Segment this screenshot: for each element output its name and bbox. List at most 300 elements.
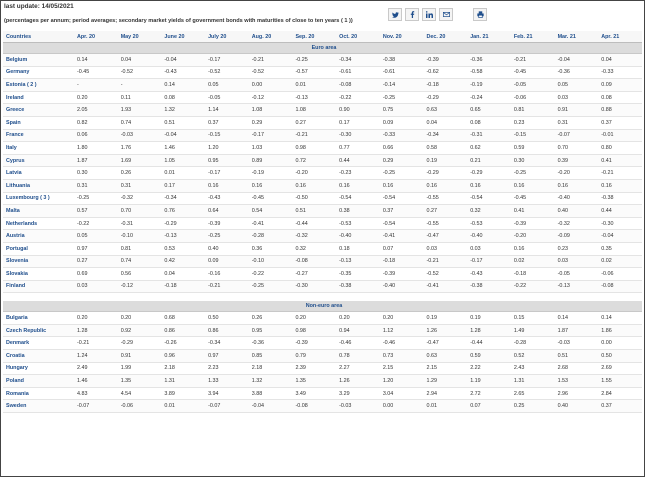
yield-value: -0.05 — [555, 268, 599, 281]
yield-value: -0.17 — [249, 129, 293, 142]
yield-value: 0.05 — [205, 79, 249, 92]
yield-value: 0.80 — [598, 142, 642, 155]
yield-value: 0.51 — [161, 116, 205, 129]
yield-value: -0.53 — [467, 217, 511, 230]
country-name: Portugal — [3, 242, 74, 255]
yield-value: 1.20 — [380, 375, 424, 388]
yield-value: 0.27 — [292, 116, 336, 129]
yield-value: 0.77 — [336, 142, 380, 155]
yield-value: 0.00 — [380, 400, 424, 413]
yield-value: 0.16 — [598, 179, 642, 192]
table-row — [3, 217, 642, 230]
yield-value: -0.04 — [598, 230, 642, 243]
twitter-share-button[interactable] — [388, 8, 402, 21]
yield-value: 0.03 — [74, 280, 118, 293]
facebook-icon — [410, 11, 415, 18]
yield-value: 1.46 — [74, 375, 118, 388]
yield-value: -0.39 — [380, 268, 424, 281]
yield-value: 0.35 — [598, 242, 642, 255]
column-header-period: Apr. 20 — [74, 31, 118, 43]
yield-value: -0.26 — [161, 337, 205, 350]
yield-value: 0.14 — [555, 312, 599, 325]
country-name: Sweden — [3, 400, 74, 413]
yield-value: -0.38 — [336, 280, 380, 293]
yield-value: -0.15 — [511, 129, 555, 142]
yield-value: -0.20 — [511, 230, 555, 243]
yield-value: 0.51 — [555, 350, 599, 363]
yield-value: 0.86 — [161, 324, 205, 337]
yield-value: -0.24 — [467, 91, 511, 104]
linkedin-icon — [426, 11, 433, 18]
yield-value: -0.54 — [380, 217, 424, 230]
yield-value: 0.75 — [380, 104, 424, 117]
yield-value: 0.01 — [161, 400, 205, 413]
yield-value: 0.31 — [74, 179, 118, 192]
yield-value: -0.17 — [205, 167, 249, 180]
yield-value: -0.61 — [380, 66, 424, 79]
country-name: Finland — [3, 280, 74, 293]
bond-yields-table — [3, 31, 642, 413]
yield-value: 0.20 — [118, 312, 162, 325]
group-spacer — [3, 293, 642, 302]
country-name: Bulgaria — [3, 312, 74, 325]
yield-value: 0.09 — [205, 255, 249, 268]
yield-value: 0.02 — [511, 255, 555, 268]
yield-value: -0.25 — [74, 192, 118, 205]
yield-value: 0.16 — [249, 179, 293, 192]
yield-value: 2.96 — [555, 387, 599, 400]
yield-value: -0.41 — [249, 217, 293, 230]
yield-value: 0.31 — [555, 116, 599, 129]
yield-value: 0.27 — [424, 205, 468, 218]
yield-value: -0.39 — [424, 54, 468, 67]
yield-value: 0.32 — [467, 205, 511, 218]
yield-value: -0.29 — [424, 91, 468, 104]
yield-value: -0.54 — [336, 192, 380, 205]
yield-value: -0.30 — [336, 129, 380, 142]
column-header-period: June 20 — [161, 31, 205, 43]
yield-value: 0.20 — [336, 312, 380, 325]
yield-value: -0.52 — [205, 66, 249, 79]
country-name: Poland — [3, 375, 74, 388]
yield-value: -0.06 — [598, 268, 642, 281]
yield-value: -0.32 — [292, 230, 336, 243]
table-row — [3, 104, 642, 117]
yield-value: -0.47 — [424, 230, 468, 243]
yield-value: 0.63 — [424, 104, 468, 117]
yield-value: 1.87 — [74, 154, 118, 167]
last-update-label: last update: 14/05/2021 — [4, 3, 74, 10]
yield-value: 0.21 — [467, 154, 511, 167]
yield-value: -0.31 — [118, 217, 162, 230]
yield-value: -0.54 — [467, 192, 511, 205]
yield-value: 0.95 — [205, 154, 249, 167]
yield-value: 0.19 — [424, 154, 468, 167]
yield-value: 2.18 — [161, 362, 205, 375]
yield-value: -0.33 — [380, 129, 424, 142]
yield-value: 1.69 — [118, 154, 162, 167]
yield-value: -0.07 — [555, 129, 599, 142]
country-name: Ireland — [3, 91, 74, 104]
table-row — [3, 167, 642, 180]
yield-value: 0.30 — [74, 167, 118, 180]
yield-value: 0.04 — [161, 268, 205, 281]
yield-value: -0.36 — [249, 337, 293, 350]
yield-value: 0.17 — [161, 179, 205, 192]
country-name: Luxembourg ( 3 ) — [3, 192, 74, 205]
yield-value: 0.78 — [336, 350, 380, 363]
yield-value: -0.46 — [380, 337, 424, 350]
yield-value: - — [118, 79, 162, 92]
print-button[interactable] — [473, 8, 487, 21]
table-row — [3, 54, 642, 67]
yield-value: 0.66 — [380, 142, 424, 155]
table-row — [3, 179, 642, 192]
yield-value: 0.81 — [511, 104, 555, 117]
group-title: Euro area — [3, 43, 642, 54]
table-row — [3, 142, 642, 155]
yield-value: 2.84 — [598, 387, 642, 400]
yield-value: -0.41 — [424, 280, 468, 293]
table-row — [3, 324, 642, 337]
yield-value: -0.43 — [205, 192, 249, 205]
column-header-period: Mar. 21 — [555, 31, 599, 43]
yield-value: 0.54 — [249, 205, 293, 218]
yield-value: -0.18 — [424, 79, 468, 92]
yield-value: -0.36 — [555, 66, 599, 79]
yield-value: 0.03 — [424, 242, 468, 255]
column-header-period: Feb. 21 — [511, 31, 555, 43]
yield-value: 2.05 — [74, 104, 118, 117]
yield-value: -0.34 — [424, 129, 468, 142]
yield-value: 0.00 — [249, 79, 293, 92]
yield-value: 2.69 — [598, 362, 642, 375]
table-row — [3, 387, 642, 400]
yield-value: 0.96 — [161, 350, 205, 363]
yield-value: 0.40 — [555, 400, 599, 413]
yield-value: -0.52 — [424, 268, 468, 281]
yield-value: -0.30 — [292, 280, 336, 293]
yield-value: -0.03 — [118, 129, 162, 142]
table-row — [3, 337, 642, 350]
country-name: France — [3, 129, 74, 142]
yield-value: 0.39 — [555, 154, 599, 167]
country-name: Austria — [3, 230, 74, 243]
yield-value: -0.34 — [336, 54, 380, 67]
table-row — [3, 205, 642, 218]
yield-value: 0.51 — [292, 205, 336, 218]
country-name: Netherlands — [3, 217, 74, 230]
yield-value: 0.25 — [511, 400, 555, 413]
yield-value: -0.21 — [424, 255, 468, 268]
yield-value: 2.27 — [336, 362, 380, 375]
yield-value: 0.98 — [292, 142, 336, 155]
yield-value: 0.01 — [424, 400, 468, 413]
yield-value: -0.22 — [511, 280, 555, 293]
linkedin-share-button[interactable] — [422, 8, 436, 21]
spacer-cell — [3, 293, 642, 302]
yield-value: 0.38 — [336, 205, 380, 218]
table-row — [3, 242, 642, 255]
yield-value: 2.94 — [424, 387, 468, 400]
yield-value: 0.20 — [74, 312, 118, 325]
yield-value: -0.39 — [511, 217, 555, 230]
yield-value: -0.08 — [292, 400, 336, 413]
yield-value: 3.29 — [336, 387, 380, 400]
yield-value: 0.63 — [424, 350, 468, 363]
yield-value: 1.12 — [380, 324, 424, 337]
yield-value: -0.43 — [161, 66, 205, 79]
yield-value: 0.03 — [555, 255, 599, 268]
yield-value: 3.94 — [205, 387, 249, 400]
country-name: Germany — [3, 66, 74, 79]
yield-value: 0.59 — [511, 142, 555, 155]
yield-value: 0.15 — [511, 312, 555, 325]
yield-value: 0.65 — [467, 104, 511, 117]
yield-value: 0.09 — [598, 79, 642, 92]
country-name: Hungary — [3, 362, 74, 375]
yield-value: -0.13 — [292, 91, 336, 104]
yield-value: 0.14 — [74, 54, 118, 67]
print-icon — [477, 11, 484, 18]
yield-value: 0.85 — [249, 350, 293, 363]
yield-value: 0.31 — [118, 179, 162, 192]
yield-value: 0.01 — [161, 167, 205, 180]
yield-value: 0.05 — [555, 79, 599, 92]
yield-value: -0.21 — [249, 54, 293, 67]
yield-value: -0.27 — [292, 268, 336, 281]
yield-value: 0.95 — [249, 324, 293, 337]
yield-value: -0.13 — [555, 280, 599, 293]
group-header-row — [3, 43, 642, 54]
yield-value: -0.33 — [598, 66, 642, 79]
yield-value: -0.29 — [161, 217, 205, 230]
yield-value: 2.65 — [511, 387, 555, 400]
yield-value: -0.16 — [205, 268, 249, 281]
yield-value: -0.06 — [118, 400, 162, 413]
yield-value: -0.09 — [555, 230, 599, 243]
yield-value: -0.38 — [467, 280, 511, 293]
yield-value: -0.36 — [467, 54, 511, 67]
country-name: Slovenia — [3, 255, 74, 268]
yield-value: -0.40 — [555, 192, 599, 205]
column-header-period: Apr. 21 — [598, 31, 642, 43]
yield-value: 0.62 — [467, 142, 511, 155]
yield-value: -0.03 — [555, 337, 599, 350]
table-row — [3, 362, 642, 375]
yield-value: 0.40 — [555, 205, 599, 218]
yield-value: 0.16 — [292, 179, 336, 192]
yield-value: 0.23 — [555, 242, 599, 255]
yield-value: 0.50 — [205, 312, 249, 325]
table-row — [3, 116, 642, 129]
country-name: Croatia — [3, 350, 74, 363]
column-header-period: Jan. 21 — [467, 31, 511, 43]
yield-value: 0.17 — [336, 116, 380, 129]
country-name: Romania — [3, 387, 74, 400]
country-name: Italy — [3, 142, 74, 155]
yield-value: -0.19 — [249, 167, 293, 180]
yield-value: 0.20 — [74, 91, 118, 104]
yield-value: 0.14 — [161, 79, 205, 92]
yield-value: -0.57 — [292, 66, 336, 79]
yield-value: 0.04 — [424, 116, 468, 129]
yield-value: 0.56 — [118, 268, 162, 281]
yield-value: -0.04 — [555, 54, 599, 67]
yield-value: -0.34 — [205, 337, 249, 350]
yield-value: 0.36 — [249, 242, 293, 255]
yield-value: 0.04 — [118, 54, 162, 67]
yield-value: 0.70 — [118, 205, 162, 218]
yield-value: -0.52 — [118, 66, 162, 79]
yield-value: -0.06 — [511, 91, 555, 104]
yield-value: 1.28 — [467, 324, 511, 337]
yield-value: -0.32 — [555, 217, 599, 230]
country-name: Malta — [3, 205, 74, 218]
yield-value: -0.04 — [161, 54, 205, 67]
yield-value: 0.26 — [118, 167, 162, 180]
yield-value: 0.74 — [118, 116, 162, 129]
yield-value: 0.50 — [598, 350, 642, 363]
yield-value: 0.29 — [249, 116, 293, 129]
table-row — [3, 255, 642, 268]
yield-value: -0.18 — [380, 255, 424, 268]
yield-value: 1.87 — [555, 324, 599, 337]
yield-value: -0.22 — [249, 268, 293, 281]
yield-value: 0.79 — [292, 350, 336, 363]
yield-value: -0.15 — [205, 129, 249, 142]
yield-value: 1.03 — [249, 142, 293, 155]
yield-value: -0.01 — [598, 129, 642, 142]
yield-value: 0.08 — [467, 116, 511, 129]
yield-value: 1.35 — [292, 375, 336, 388]
yield-value: 1.76 — [118, 142, 162, 155]
yield-value: 2.18 — [249, 362, 293, 375]
yield-value: -0.17 — [467, 255, 511, 268]
yield-value: 0.02 — [598, 255, 642, 268]
yield-value: 0.97 — [74, 242, 118, 255]
yield-value: -0.21 — [205, 280, 249, 293]
yield-value: -0.25 — [292, 54, 336, 67]
yield-value: -0.18 — [511, 268, 555, 281]
yield-value: -0.38 — [598, 192, 642, 205]
yield-value: 0.64 — [205, 205, 249, 218]
yield-value: 0.41 — [598, 154, 642, 167]
yield-value: 0.07 — [380, 242, 424, 255]
country-name: Spain — [3, 116, 74, 129]
yield-value: 3.04 — [380, 387, 424, 400]
yield-value: -0.21 — [74, 337, 118, 350]
yield-value: -0.31 — [467, 129, 511, 142]
table-row — [3, 79, 642, 92]
yield-value: 0.91 — [555, 104, 599, 117]
yield-value: -0.29 — [467, 167, 511, 180]
table-row — [3, 400, 642, 413]
header-row — [3, 31, 642, 43]
table-row — [3, 192, 642, 205]
country-name: Estonia ( 2 ) — [3, 79, 74, 92]
column-header-period: Sep. 20 — [292, 31, 336, 43]
yield-value: 0.59 — [467, 350, 511, 363]
yield-value: 0.82 — [74, 116, 118, 129]
yield-value: -0.21 — [292, 129, 336, 142]
yield-value: 2.22 — [467, 362, 511, 375]
yield-value: 0.68 — [161, 312, 205, 325]
table-row — [3, 230, 642, 243]
yield-value: 0.41 — [511, 205, 555, 218]
yield-value: 0.05 — [74, 230, 118, 243]
yield-value: - — [74, 79, 118, 92]
email-share-button[interactable] — [439, 8, 453, 21]
yield-value: 0.23 — [511, 116, 555, 129]
country-name: Czech Republic — [3, 324, 74, 337]
yield-value: -0.05 — [205, 91, 249, 104]
yield-value: 0.92 — [118, 324, 162, 337]
yield-value: 0.20 — [380, 312, 424, 325]
country-name: Latvia — [3, 167, 74, 180]
yield-value: 1.53 — [555, 375, 599, 388]
yield-value: -0.40 — [336, 230, 380, 243]
table-row — [3, 312, 642, 325]
yield-value: -0.45 — [74, 66, 118, 79]
yield-value: -0.22 — [336, 91, 380, 104]
yield-value: -0.35 — [336, 268, 380, 281]
yield-value: 0.27 — [74, 255, 118, 268]
yield-value: -0.40 — [467, 230, 511, 243]
yield-value: 0.18 — [336, 242, 380, 255]
yield-value: -0.29 — [118, 337, 162, 350]
yield-value: 1.46 — [161, 142, 205, 155]
column-header-period: May 20 — [118, 31, 162, 43]
yield-value: 2.49 — [74, 362, 118, 375]
yield-value: -0.61 — [336, 66, 380, 79]
yield-value: 0.00 — [598, 337, 642, 350]
yield-value: 0.08 — [598, 91, 642, 104]
yield-value: 1.31 — [511, 375, 555, 388]
yield-value: -0.19 — [467, 79, 511, 92]
country-name: Cyprus — [3, 154, 74, 167]
table-row — [3, 268, 642, 281]
yield-value: 0.86 — [205, 324, 249, 337]
yield-value: 0.07 — [467, 400, 511, 413]
yield-value: -0.12 — [118, 280, 162, 293]
yield-value: 0.16 — [511, 242, 555, 255]
yield-value: -0.29 — [424, 167, 468, 180]
yield-value: -0.13 — [336, 255, 380, 268]
yield-value: 0.01 — [292, 79, 336, 92]
yield-value: -0.17 — [205, 54, 249, 67]
yield-value: 0.11 — [118, 91, 162, 104]
yield-value: -0.30 — [598, 217, 642, 230]
table-subtitle: (percentages per annum; period averages; secondary market yields of government bonds with maturities of close to ten years ( 1 )) — [4, 18, 353, 24]
yield-value: 0.03 — [467, 242, 511, 255]
yield-value: 1.99 — [118, 362, 162, 375]
yield-value: -0.52 — [249, 66, 293, 79]
yield-value: 0.32 — [292, 242, 336, 255]
yield-value: 2.15 — [424, 362, 468, 375]
yield-value: 0.04 — [598, 54, 642, 67]
yield-value: -0.45 — [511, 66, 555, 79]
facebook-share-button[interactable] — [405, 8, 419, 21]
yield-value: 1.14 — [205, 104, 249, 117]
yield-value: -0.55 — [424, 192, 468, 205]
yield-value: 0.94 — [336, 324, 380, 337]
yield-value: 4.54 — [118, 387, 162, 400]
yield-value: -0.25 — [380, 167, 424, 180]
country-name: Belgium — [3, 54, 74, 67]
yield-value: -0.28 — [511, 337, 555, 350]
yield-value: 0.37 — [380, 205, 424, 218]
